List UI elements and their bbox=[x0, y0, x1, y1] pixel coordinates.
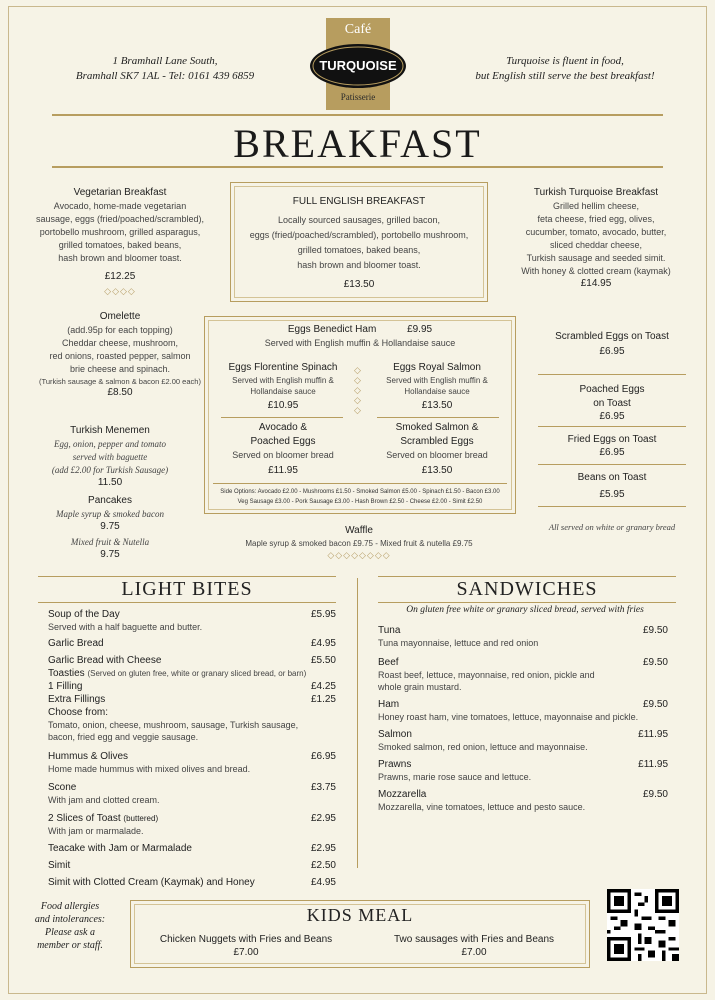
eggs-benedict bbox=[205, 323, 515, 350]
divider-top bbox=[52, 114, 663, 116]
choose-from: Choose from: bbox=[48, 707, 109, 718]
pancakes-price-2: 9.75 bbox=[100, 549, 120, 560]
item-name: Scone bbox=[48, 782, 77, 793]
item-price: £2.95 bbox=[310, 813, 336, 824]
item-price: £11.95 bbox=[638, 729, 668, 740]
item-name: Beef bbox=[378, 657, 399, 668]
list-item bbox=[48, 842, 336, 855]
sandwiches-rule bbox=[378, 576, 676, 577]
vegetarian-breakfast bbox=[20, 186, 220, 297]
eggs-florentine-desc-2: Hollandaise sauce bbox=[250, 387, 316, 396]
smoked-salmon-price: £13.50 bbox=[421, 465, 453, 476]
side-options-line-2: Veg Sausage £3.00 - Pork Sausage £3.00 - Hash Brown £2.50 - Cheese £2.00 - Simit £2.50 bbox=[237, 499, 483, 505]
qr-code-icon[interactable] bbox=[607, 889, 679, 961]
column-divider bbox=[357, 578, 358, 868]
item-price: £1.25 bbox=[310, 694, 336, 705]
allergy-line-4: member or staff. bbox=[37, 940, 103, 951]
sandwiches-rule-bottom bbox=[378, 602, 676, 603]
item-name: 2 Slices of Toast bbox=[48, 813, 121, 824]
item-desc: Honey roast ham, vine tomatoes, lettuce, mayonnaise and pickle. bbox=[378, 712, 639, 722]
address-line-1: 1 Bramhall Lane South, bbox=[112, 55, 218, 67]
turkish-desc-6: With honey & clotted cream (kaymak) bbox=[521, 266, 671, 276]
vegetarian-desc-5: hash brown and bloomer toast. bbox=[58, 253, 182, 263]
item-price: £3.75 bbox=[310, 782, 336, 793]
item-desc: With jam and clotted cream. bbox=[48, 795, 160, 805]
item-name: Soup of the Day bbox=[48, 609, 120, 620]
divider-under-title bbox=[52, 166, 663, 168]
omelette-desc-4: brie cheese and spinach. bbox=[69, 364, 171, 374]
item-name: 1 Filling bbox=[48, 681, 83, 692]
item-desc: Smoked salmon, red onion, lettuce and mayonnaise. bbox=[378, 742, 588, 752]
logo-patisserie-text: Patisserie bbox=[340, 92, 376, 102]
list-item bbox=[48, 654, 336, 667]
choose-desc-2: bacon, fried egg and veggie sausage. bbox=[48, 732, 199, 742]
toast-item bbox=[538, 465, 686, 507]
kids-meal-box bbox=[130, 900, 590, 968]
vegetarian-desc-4: grilled tomatoes, baked beans, bbox=[58, 240, 182, 250]
kids-meal-title: KIDS MEAL bbox=[306, 905, 414, 925]
light-bites-rule bbox=[38, 576, 336, 577]
vegetarian-desc-2: sausage, eggs (fried/poached/scrambled), bbox=[35, 214, 205, 224]
eggs-royal bbox=[367, 361, 507, 411]
item-name: Salmon bbox=[378, 729, 412, 740]
item-desc: Roast beef, lettuce, mayonnaise, red onion, pickle and bbox=[378, 670, 595, 680]
item-name: Ham bbox=[378, 699, 400, 710]
item-price: £5.50 bbox=[310, 655, 336, 666]
item-price: £2.50 bbox=[310, 860, 336, 871]
full-english-desc-2: eggs (fried/poached/scrambled), portobello mushroom, bbox=[249, 230, 469, 240]
toast-note: All served on white or granary bread bbox=[548, 522, 676, 532]
smoked-salmon-name-1: Smoked Salmon & bbox=[395, 422, 479, 433]
smoked-salmon-name-2: Scrambled Eggs bbox=[400, 436, 474, 447]
list-item bbox=[48, 693, 336, 706]
side-options bbox=[205, 487, 515, 507]
item-price: £6.95 bbox=[310, 751, 336, 762]
toasties-note: (Served on gluten free, white or granary sliced bread, or barn) bbox=[87, 669, 307, 678]
omelette bbox=[20, 310, 220, 398]
turkish-desc-2: feta cheese, fried egg, olives, bbox=[537, 214, 655, 224]
logo-cafe-text: Café bbox=[344, 22, 372, 37]
eggs-box bbox=[204, 316, 516, 514]
toast-item-name: Poached Eggs bbox=[579, 384, 645, 395]
menemen-desc-3: (add £2.00 for Turkish Sausage) bbox=[51, 465, 169, 475]
list-item bbox=[378, 758, 668, 771]
item-price: £4.95 bbox=[310, 877, 336, 888]
eggs-royal-name: Eggs Royal Salmon bbox=[393, 362, 481, 373]
item-price: £9.50 bbox=[642, 657, 668, 668]
divider bbox=[221, 417, 343, 418]
item-name: Simit bbox=[48, 860, 71, 871]
kids-item-name: Two sausages with Fries and Beans bbox=[393, 934, 555, 945]
list-item bbox=[378, 728, 668, 741]
toasties-label: Toasties bbox=[48, 668, 85, 679]
eggs-florentine-name: Eggs Florentine Spinach bbox=[228, 362, 338, 373]
item-desc: Served with a half baguette and butter. bbox=[48, 622, 203, 632]
menemen-desc-2: served with baguette bbox=[72, 452, 148, 462]
cafe-logo bbox=[308, 18, 408, 108]
omelette-price: £8.50 bbox=[107, 387, 133, 398]
item-price: £5.95 bbox=[310, 609, 336, 620]
vegetarian-desc-3: portobello mushroom, grilled asparagus, bbox=[39, 227, 201, 237]
eggs-florentine-desc-1: Served with English muffin & bbox=[232, 376, 334, 385]
pancakes-name: Pancakes bbox=[88, 495, 132, 506]
toast-item bbox=[538, 375, 686, 427]
omelette-desc-1: (add.95p for each topping) bbox=[67, 325, 173, 335]
breakfast-title: BREAKFAST bbox=[233, 121, 482, 166]
list-item bbox=[48, 859, 336, 872]
kids-meal-item-1 bbox=[141, 933, 351, 958]
vegetarian-desc-1: Avocado, home-made vegetarian bbox=[53, 201, 187, 211]
side-options-line-1: Side Options: Avocado £2.00 - Mushrooms £1.50 - Smoked Salmon £5.00 - Spinach £1.50 - Bacon £3.00 bbox=[220, 489, 500, 495]
list-item bbox=[378, 698, 668, 711]
item-name: Teacake with Jam or Marmalade bbox=[48, 843, 192, 854]
eggs-benedict-desc: Served with English muffin & Hollandaise sauce bbox=[264, 338, 456, 348]
item-price: £2.95 bbox=[310, 843, 336, 854]
avocado-name-1: Avocado & bbox=[258, 422, 308, 433]
eggs-royal-desc-2: Hollandaise sauce bbox=[404, 387, 470, 396]
item-desc: With jam or marmalade. bbox=[48, 826, 144, 836]
pancakes bbox=[20, 494, 200, 560]
turkish-desc-3: cucumber, tomato, avocado, butter, bbox=[525, 227, 667, 237]
omelette-name: Omelette bbox=[99, 311, 141, 322]
list-item bbox=[48, 812, 336, 825]
avocado-name-2: Poached Eggs bbox=[250, 436, 316, 447]
light-bites-list bbox=[48, 608, 336, 889]
toast-item-name-2: on Toast bbox=[593, 398, 631, 409]
item-name: Prawns bbox=[378, 759, 412, 770]
item-price: £4.95 bbox=[310, 638, 336, 649]
address bbox=[40, 54, 290, 84]
toast-item bbox=[538, 330, 686, 375]
turkish-desc-1: Grilled hellim cheese, bbox=[552, 201, 640, 211]
item-name: Mozzarella bbox=[378, 789, 427, 800]
allergy-line-2: and intolerances: bbox=[34, 914, 106, 925]
eggs-royal-price: £13.50 bbox=[421, 400, 453, 411]
avocado-poached-eggs bbox=[213, 421, 353, 476]
pancakes-option-1: Maple syrup & smoked bacon bbox=[56, 509, 164, 519]
full-english-desc-4: hash brown and bloomer toast. bbox=[297, 260, 421, 270]
list-item bbox=[378, 624, 668, 637]
omelette-desc-3: red onions, roasted pepper, salmon bbox=[49, 351, 191, 361]
tagline-line-1: Turquoise is fluent in food, bbox=[506, 55, 624, 67]
item-desc: Tuna mayonnaise, lettuce and red onion bbox=[378, 638, 539, 648]
allergy-note bbox=[22, 900, 118, 952]
list-item bbox=[48, 750, 336, 763]
kids-meal-item-2 bbox=[369, 933, 579, 958]
list-item bbox=[48, 608, 336, 621]
vegetarian-name: Vegetarian Breakfast bbox=[73, 187, 167, 198]
flourish-ornament-icon: ◇◇◇◇◇◇◇◇ bbox=[327, 550, 391, 560]
turkish-desc-4: sliced cheddar cheese, bbox=[549, 240, 643, 250]
menemen-name: Turkish Menemen bbox=[70, 425, 150, 436]
item-desc: Home made hummus with mixed olives and bread. bbox=[48, 764, 251, 774]
list-item bbox=[48, 781, 336, 794]
pancakes-option-2: Mixed fruit & Nutella bbox=[70, 537, 150, 547]
toast-item-price: £5.95 bbox=[599, 489, 625, 500]
omelette-note: (Turkish sausage & salmon & bacon £2.00 each) bbox=[39, 377, 201, 386]
menemen-desc-1: Egg, onion, pepper and tomato bbox=[54, 439, 166, 449]
address-line-2: Bramhall SK7 1AL - Tel: 0161 439 6859 bbox=[75, 70, 255, 82]
item-desc-2: whole grain mustard. bbox=[378, 682, 462, 692]
eggs-benedict-price: £9.95 bbox=[407, 324, 433, 335]
light-bites-title: LIGHT BITES bbox=[121, 578, 253, 600]
full-english-desc-3: grilled tomatoes, baked beans, bbox=[297, 245, 421, 255]
turkish-turquoise-breakfast bbox=[496, 186, 696, 289]
list-item bbox=[378, 788, 668, 801]
item-price: £9.50 bbox=[642, 789, 668, 800]
toast-item-price: £6.95 bbox=[599, 411, 625, 422]
item-price: £9.50 bbox=[642, 625, 668, 636]
item-name: Garlic Bread with Cheese bbox=[48, 655, 162, 666]
allergy-line-3: Please ask a bbox=[45, 927, 95, 938]
toasties bbox=[48, 667, 336, 680]
allergy-line-1: Food allergies bbox=[40, 901, 100, 912]
waffle-name: Waffle bbox=[345, 525, 373, 536]
divider bbox=[213, 483, 507, 484]
full-english-price: £13.50 bbox=[343, 279, 375, 290]
item-name: Tuna bbox=[378, 625, 401, 636]
eggs-royal-desc-1: Served with English muffin & bbox=[386, 376, 488, 385]
full-english-desc-1: Locally sourced sausages, grilled bacon, bbox=[277, 215, 441, 225]
kids-item-price: £7.00 bbox=[233, 947, 259, 958]
menemen-price: 11.50 bbox=[97, 477, 123, 488]
avocado-price: £11.95 bbox=[268, 465, 298, 476]
flourish-ornament-icon: ◇ ◇ ◇ ◇ ◇ bbox=[354, 365, 362, 415]
turkish-menemen bbox=[20, 424, 200, 488]
sandwiches-subtitle: On gluten free white or granary sliced bread, served with fries bbox=[406, 605, 644, 615]
item-price: £11.95 bbox=[638, 759, 668, 770]
list-item bbox=[378, 656, 668, 669]
full-english-name: FULL ENGLISH BREAKFAST bbox=[292, 196, 426, 207]
full-english-inner-border bbox=[234, 186, 484, 298]
turkish-turquoise-price: £14.95 bbox=[580, 278, 612, 289]
item-desc: Prawns, marie rose sauce and lettuce. bbox=[378, 772, 532, 782]
sandwiches-list bbox=[378, 624, 668, 813]
light-bites-rule-bottom bbox=[38, 602, 336, 603]
eggs-benedict-name: Eggs Benedict Ham bbox=[287, 324, 377, 335]
flourish-ornament-icon: ◇◇◇◇ bbox=[104, 286, 136, 296]
item-name: Simit with Clotted Cream (Kaymak) and Honey bbox=[48, 877, 255, 888]
sandwiches-title: SANDWICHES bbox=[456, 578, 598, 600]
toast-item-price: £6.95 bbox=[599, 447, 625, 458]
item-name: Garlic Bread bbox=[48, 638, 104, 649]
waffle-desc: Maple syrup & smoked bacon £9.75 - Mixed fruit & nutella £9.75 bbox=[245, 539, 473, 548]
omelette-desc-2: Cheddar cheese, mushroom, bbox=[61, 338, 179, 348]
turkish-turquoise-name: Turkish Turquoise Breakfast bbox=[533, 187, 659, 198]
toast-item-name: Fried Eggs on Toast bbox=[567, 434, 657, 445]
toast-item-name: Beans on Toast bbox=[577, 472, 647, 483]
pancakes-price-1: 9.75 bbox=[100, 521, 120, 532]
smoked-salmon-desc: Served on bloomer bread bbox=[386, 450, 488, 460]
toast-item bbox=[538, 427, 686, 465]
tagline bbox=[445, 54, 685, 84]
list-item bbox=[48, 876, 336, 889]
eggs-florentine-price: £10.95 bbox=[267, 400, 299, 411]
kids-item-price: £7.00 bbox=[461, 947, 487, 958]
item-name-note: (buttered) bbox=[123, 814, 159, 823]
vegetarian-price: £12.25 bbox=[104, 271, 136, 282]
item-price: £9.50 bbox=[642, 699, 668, 710]
divider bbox=[377, 417, 499, 418]
smoked-salmon-scrambled bbox=[367, 421, 507, 476]
item-desc: Mozzarella, vine tomatoes, lettuce and pesto sauce. bbox=[378, 802, 586, 812]
turkish-desc-5: Turkish sausage and seeded simit. bbox=[526, 253, 666, 263]
waffle bbox=[204, 524, 514, 561]
avocado-desc: Served on bloomer bread bbox=[232, 450, 334, 460]
eggs-florentine bbox=[213, 361, 353, 411]
toast-item-price: £6.95 bbox=[599, 346, 625, 357]
item-name: Hummus & Olives bbox=[48, 751, 129, 762]
list-item bbox=[48, 637, 336, 650]
full-english-box bbox=[230, 182, 488, 302]
item-price: £4.25 bbox=[310, 681, 336, 692]
list-item bbox=[48, 680, 336, 693]
toast-items bbox=[538, 330, 686, 534]
toast-item-name: Scrambled Eggs on Toast bbox=[555, 331, 669, 342]
tagline-line-2: but English still serve the best breakfast! bbox=[475, 70, 655, 82]
choose-desc-1: Tomato, onion, cheese, mushroom, sausage, Turkish sausage, bbox=[48, 720, 299, 730]
item-name: Extra Fillings bbox=[48, 694, 106, 705]
logo-main-text: TURQUOISE bbox=[319, 58, 397, 73]
kids-item-name: Chicken Nuggets with Fries and Beans bbox=[159, 934, 333, 945]
